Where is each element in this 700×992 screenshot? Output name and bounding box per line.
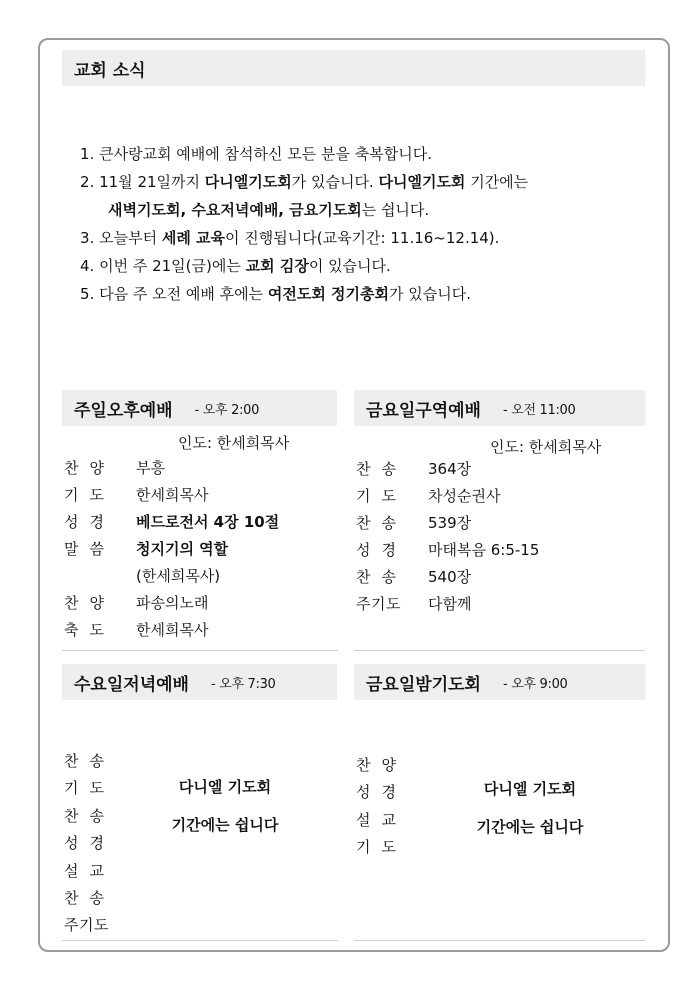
service-item-value: 한세희목사 <box>136 621 209 639</box>
wednesday-note <box>150 768 300 844</box>
divider <box>62 650 338 651</box>
service-row <box>64 617 279 644</box>
notice-text: 기간에는 <box>465 173 529 191</box>
friday-night-note-line2: 기간에는 쉽니다 <box>476 818 584 836</box>
notice-text: 가 있습니다. <box>389 285 471 303</box>
friday-district-title: 금요일구역예배 <box>366 400 481 421</box>
service-item-label <box>64 563 136 590</box>
service-row <box>64 455 279 482</box>
service-item-label: 성경 <box>64 513 115 531</box>
service-row <box>64 509 279 536</box>
service-item-value: 청지기의 역할 <box>136 540 229 558</box>
friday-night-order <box>356 752 407 862</box>
service-item-value: 539장 <box>428 514 472 532</box>
notice-text: 가 있습니다. <box>291 173 379 191</box>
service-item-label: 기도 <box>64 486 115 504</box>
service-row <box>356 537 539 564</box>
service-item-value: 한세희목사 <box>136 486 209 504</box>
notice-number: 1. <box>80 145 95 163</box>
wednesday-order <box>64 748 115 940</box>
service-item-label: 기도 <box>356 838 407 857</box>
notice-item-continued <box>80 196 670 224</box>
service-row <box>356 483 539 510</box>
divider <box>354 940 645 941</box>
sunday-pm-title: 주일오후예배 <box>74 400 173 421</box>
service-item-label: 찬양 <box>64 459 115 477</box>
divider <box>62 940 338 941</box>
service-item-value: 베드로전서 4장 10절 <box>136 513 280 531</box>
sunday-pm-header <box>62 390 337 426</box>
service-item-value: 파송의노래 <box>136 594 209 612</box>
notice-item <box>80 280 670 308</box>
wednesday-note-line1: 다니엘 기도회 <box>178 778 272 796</box>
service-item-label: 기도 <box>64 779 115 798</box>
service-item-label: 성경 <box>356 783 407 802</box>
notice-number: 5. <box>80 285 95 303</box>
friday-night-header <box>354 664 645 700</box>
friday-night-time: - 오후 9:00 <box>502 676 568 692</box>
service-row <box>356 564 539 591</box>
service-item-value: 다함께 <box>428 595 472 613</box>
service-item-label: 성경 <box>64 834 115 853</box>
notice-text: 세례 교육 <box>161 229 226 247</box>
friday-district-officiant: 인도: 한세희목사 <box>490 438 602 456</box>
notice-item <box>80 168 670 196</box>
service-item-value: 540장 <box>428 568 472 586</box>
service-item-value: (한세희목사) <box>136 567 221 585</box>
service-item-value: 차성순권사 <box>428 487 501 505</box>
notice-text: 다니엘기도회 <box>204 173 292 191</box>
sunday-pm-time: - 오후 2:00 <box>194 402 260 418</box>
service-row <box>64 536 279 563</box>
service-item-label: 찬송 <box>64 806 115 825</box>
notice-text: 는 쉽니다. <box>361 201 430 219</box>
service-item-label: 찬송 <box>356 568 407 586</box>
service-item-label: 주기도 <box>356 595 401 613</box>
service-item-value: 마태복음 6:5-15 <box>428 541 540 559</box>
friday-night-title: 금요일밤기도회 <box>366 674 481 695</box>
service-item-label: 기도 <box>356 487 407 505</box>
service-item-value: 364장 <box>428 460 472 478</box>
notice-text: 이 있습니다. <box>308 257 391 275</box>
sunday-pm-officiant: 인도: 한세희목사 <box>178 434 290 452</box>
notice-text: 오늘부터 <box>99 229 162 247</box>
notice-text: 11월 21일까지 <box>99 173 205 191</box>
notice-text: 큰사랑교회 예배에 참석하신 모든 분을 축복합니다. <box>99 145 432 163</box>
friday-night-note-line1: 다니엘 기도회 <box>483 780 577 798</box>
church-news-header <box>62 50 645 86</box>
service-row <box>356 591 539 618</box>
notice-number: 4. <box>80 257 95 275</box>
service-item-label: 설교 <box>356 810 407 829</box>
wednesday-time: - 오후 7:30 <box>210 676 276 692</box>
service-item-label: 찬송 <box>64 889 115 908</box>
service-item-label: 찬송 <box>356 514 407 532</box>
church-news-title: 교회 소식 <box>74 60 146 81</box>
notice-text: 이번 주 21일(금)에는 <box>99 257 246 275</box>
service-row <box>64 482 279 509</box>
notice-text: 새벽기도회, 수요저녁예배, 금요기도회 <box>108 201 362 219</box>
service-item-label: 찬송 <box>64 752 115 770</box>
notice-text: 이 진행됩니다(교육기간: 11.16~12.14). <box>225 229 500 247</box>
service-item-value: 부흥 <box>136 459 165 477</box>
notice-text: 여전도회 정기총회 <box>267 285 389 303</box>
service-row <box>64 590 279 617</box>
service-item-label: 말씀 <box>64 540 115 558</box>
sunday-pm-order <box>64 455 279 644</box>
notice-item <box>80 140 670 168</box>
service-item-label: 찬양 <box>356 756 407 774</box>
service-item-label: 주기도 <box>64 916 109 935</box>
friday-district-time: - 오전 11:00 <box>502 402 576 418</box>
service-row <box>64 563 279 590</box>
notice-item <box>80 224 670 252</box>
service-item-label: 찬송 <box>356 460 407 478</box>
notice-number: 3. <box>80 229 95 247</box>
notice-item <box>80 252 670 280</box>
service-row <box>356 510 539 537</box>
wednesday-title: 수요일저녁예배 <box>74 674 189 695</box>
wednesday-header <box>62 664 337 700</box>
notice-number: 2. <box>80 173 95 191</box>
service-item-label: 찬양 <box>64 594 115 612</box>
notice-text: 교회 김장 <box>245 257 309 275</box>
notice-text: 다니엘기도회 <box>378 173 466 191</box>
notice-list <box>80 140 670 308</box>
service-row <box>356 456 539 483</box>
service-item-label: 설교 <box>64 861 115 880</box>
notice-text: 다음 주 오전 예배 후에는 <box>99 285 268 303</box>
wednesday-note-line2: 기간에는 쉽니다 <box>171 816 279 834</box>
friday-night-note <box>450 770 610 846</box>
service-item-label: 성경 <box>356 541 407 559</box>
friday-district-order <box>356 456 539 618</box>
divider <box>354 650 645 651</box>
service-item-label: 축도 <box>64 621 115 639</box>
friday-district-header <box>354 390 645 426</box>
